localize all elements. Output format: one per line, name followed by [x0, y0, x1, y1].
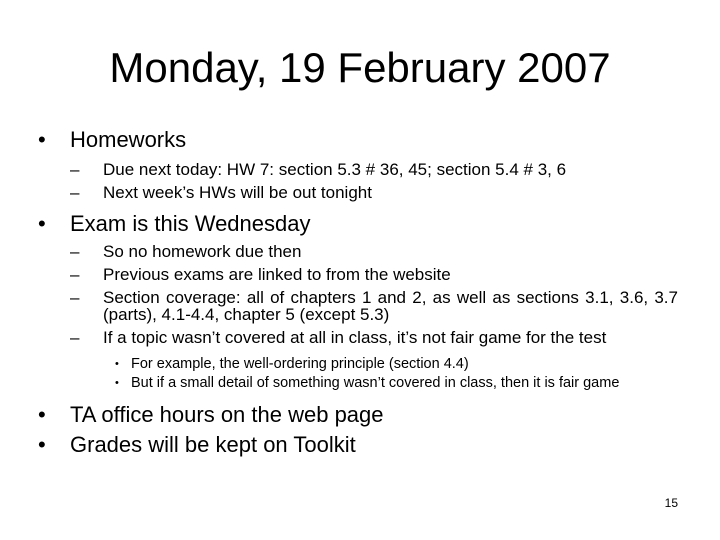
bullet-homeworks	[38, 126, 678, 154]
bullet-ta-office-hours	[38, 401, 678, 429]
dash-icon: –	[70, 160, 80, 179]
sub-bullet-text: Next week’s HWs will be out tonight	[103, 183, 372, 202]
sub-bullet-text: Section coverage: all of chapters 1 and 2, as well as sections 3.1, 3.6, 3.7 (parts), 4.1-4.4, chapter 5 (except 5.3)	[103, 288, 678, 324]
slide-body	[38, 126, 678, 459]
small-bullet-icon: •	[115, 377, 119, 389]
bullet-icon: •	[38, 211, 46, 236]
dash-icon: –	[70, 265, 80, 284]
sub-bullet-text: If a topic wasn’t covered at all in class, it’s not fair game for the test	[103, 328, 607, 347]
bullet-text: TA office hours on the web page	[70, 402, 384, 427]
sub-bullet-previous-exams	[38, 263, 678, 286]
sub-sub-bullet-example	[38, 355, 678, 374]
bullet-text: Exam is this Wednesday	[70, 211, 311, 236]
sub-bullet-section-coverage	[38, 286, 678, 326]
sub-bullet-text: Due next today: HW 7: section 5.3 # 36, 45; section 5.4 # 3, 6	[103, 160, 567, 179]
sub-sub-bullet-small-detail	[38, 374, 678, 393]
bullet-text: Homeworks	[70, 127, 187, 152]
bullet-grades	[38, 431, 678, 459]
bullet-icon: •	[38, 432, 46, 457]
sub-bullet-no-homework	[38, 240, 678, 263]
sub-bullet-text: Previous exams are linked to from the website	[103, 265, 451, 284]
sub-bullet-text: So no homework due then	[103, 242, 302, 261]
bullet-icon: •	[38, 127, 46, 152]
dash-icon: –	[70, 242, 80, 261]
dash-icon: –	[70, 183, 80, 202]
sub-sub-bullet-text: But if a small detail of something wasn’t covered in class, then it is fair game	[131, 375, 620, 391]
bullet-icon: •	[38, 402, 46, 427]
sub-bullet-topic-not-covered	[38, 326, 678, 349]
sub-bullet-due-today	[38, 158, 678, 181]
dash-icon: –	[70, 328, 80, 347]
sub-sub-bullet-text: For example, the well-ordering principle (section 4.4)	[131, 356, 469, 372]
small-bullet-icon: •	[115, 358, 119, 370]
sub-bullet-next-week	[38, 181, 678, 204]
slide-title: Monday, 19 February 2007	[109, 44, 611, 91]
dash-icon: –	[70, 288, 80, 307]
page-number: 15	[664, 496, 678, 510]
bullet-exam	[38, 210, 678, 238]
bullet-text: Grades will be kept on Toolkit	[70, 432, 356, 457]
